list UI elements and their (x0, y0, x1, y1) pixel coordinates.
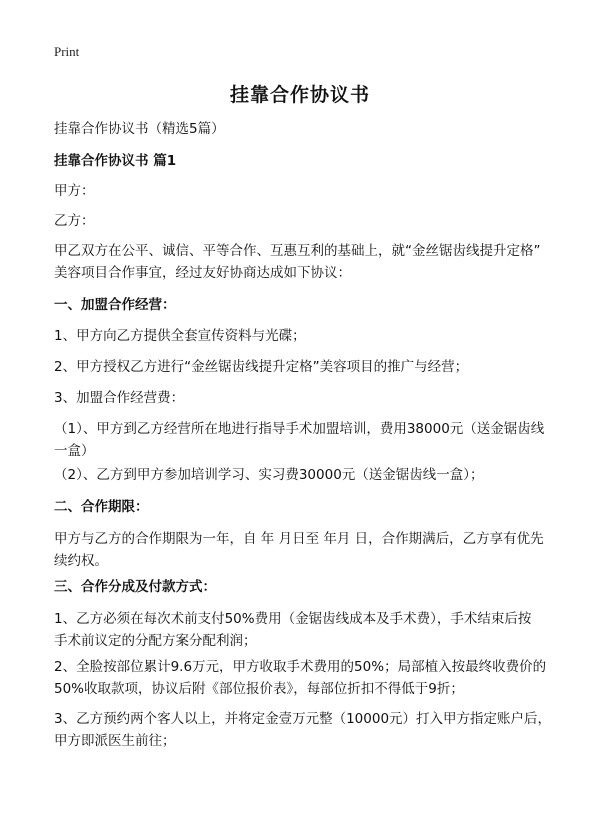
clause-1-3a-line-2: 一盒） (54, 443, 95, 459)
intro-line-1: 甲乙双方在公平、诚信、平等合作、互惠互利的基础上，就“金丝锯齿线提升定格” (54, 243, 541, 259)
clause-3-2-line-1: 2、全脸按部位累计9.6万元，甲方收取手术费用的50%；局部植入按最终收费价的 (54, 659, 547, 675)
clause-3-1-line-2: 手术前议定的分配方案分配利润； (54, 633, 257, 649)
party-a-label: 甲方： (54, 183, 95, 199)
document-title: 挂靠合作协议书 (229, 84, 370, 106)
section-title: 挂靠合作协议书 篇1 (54, 153, 177, 169)
term-line-1: 甲方与乙方的合作期限为一年，自 年 月日至 年月 日，合作期满后，乙方享有优先 (54, 531, 544, 547)
clause-3-3-line-2: 甲方即派医生前往； (54, 733, 176, 749)
clause-1-3a-line-1: （1）、甲方到乙方经营所在地进行指导手术加盟培训，费用38000元（送金锯齿线 (54, 421, 545, 437)
clause-3-2-line-2: 50%收取款项，协议后附《部位报价表》，每部位折扣不得低于9折； (54, 681, 464, 697)
document-subtitle: 挂靠合作协议书（精选5篇） (54, 121, 225, 137)
clause-1-3: 3、加盟合作经营费： (54, 390, 185, 406)
print-label: Print (54, 44, 80, 59)
heading-term: 二、合作期限： (54, 499, 149, 515)
heading-payment: 三、合作分成及付款方式： (54, 579, 216, 595)
heading-franchise: 一、加盟合作经营： (54, 297, 176, 313)
intro-line-2: 美容项目合作事宜，经过友好协商达成如下协议： (54, 265, 351, 281)
clause-1-1: 1、甲方向乙方提供全套宣传资料与光碟； (54, 328, 306, 344)
term-line-2: 续约权。 (54, 553, 108, 569)
clause-3-1-line-1: 1、乙方必须在每次术前支付50%费用（金锯齿线成本及手术费），手术结束后按 (54, 611, 532, 627)
clause-1-2: 2、甲方授权乙方进行“金丝锯齿线提升定格”美容项目的推广与经营； (54, 359, 469, 375)
clause-3-3-line-1: 3、乙方预约两个客人以上，并将定金壹万元整（10000元）打入甲方指定账户后， (54, 711, 552, 727)
party-b-label: 乙方： (54, 213, 95, 229)
clause-1-3b: （2）、乙方到甲方参加培训学习、实习费30000元（送金锯齿线一盒）； (54, 467, 484, 483)
